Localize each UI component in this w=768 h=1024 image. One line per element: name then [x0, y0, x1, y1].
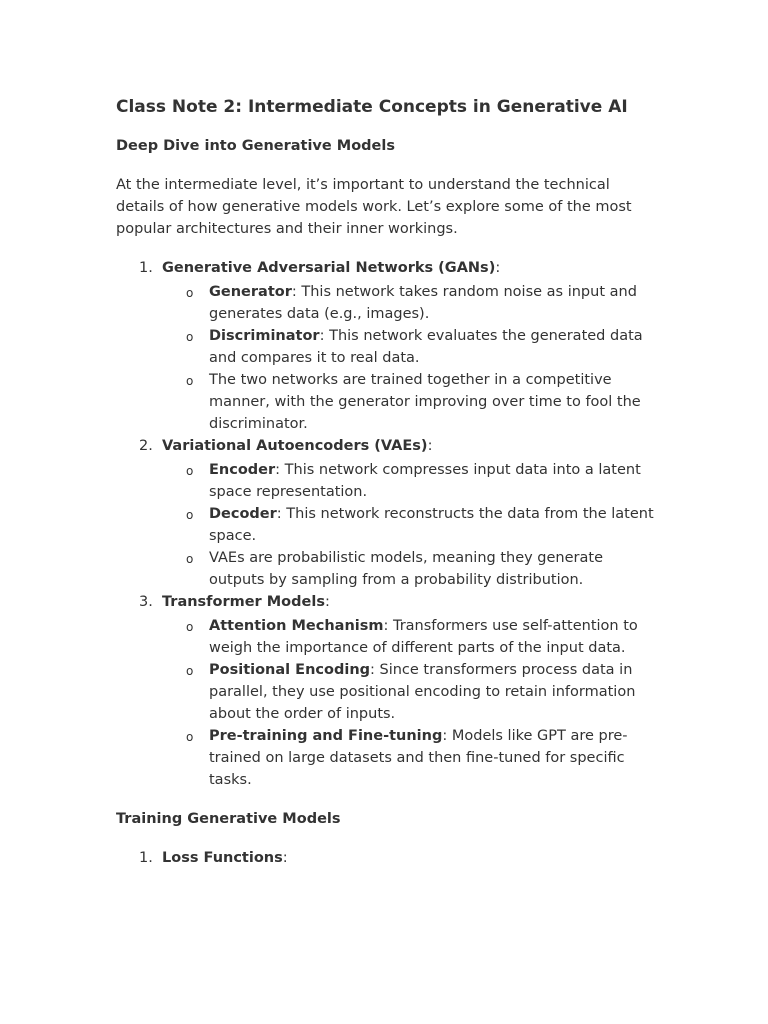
- bullet-icon: o: [186, 286, 194, 300]
- intro-paragraph: At the intermediate level, it’s important to understand the technical details of how generative models work. Let’s explore some of the most popular architectures and their inner workings.: [116, 177, 632, 237]
- bullet-icon: o: [186, 730, 194, 744]
- models-list: [116, 257, 656, 791]
- list-item-transformers: 3. Transformer Models: o Attention Mechanism: Transformers use self-attention to weigh the importance of different parts of the input data. o Positional Encoding: Since transformers process data in parallel, they use positional encoding to retain information about the order of inputs. o Pre-training and Fine-tuning: Models like GPT are pre-trained on large datasets and then fine-tuned for specific tasks.: [116, 591, 656, 791]
- model-title: Generative Adversarial Networks (GANs): [162, 260, 496, 276]
- model-title: Variational Autoencoders (VAEs): [162, 438, 428, 454]
- list-number: 2.: [139, 438, 153, 454]
- list-item: o Generator: This network takes random noise as input and generates data (e.g., images).: [186, 284, 637, 322]
- list-number: 1.: [139, 260, 153, 276]
- bullet-icon: o: [186, 330, 194, 344]
- list-item: o Positional Encoding: Since transformers process data in parallel, they use positional encoding to retain information about the order of inputs.: [186, 662, 636, 722]
- bullet-icon: o: [186, 464, 194, 478]
- list-item-gans: 1. Generative Adversarial Networks (GANs): o Generator: This network takes random noise as input and generates data (e.g., images). o Discriminator: This network evaluates the generated data and compares it to real data. o The two networks are trained together in a competitive manner, with the generator improving over time to fool the discriminator.: [116, 257, 656, 435]
- training-title: Loss Functions: [162, 850, 283, 866]
- bullet-icon: o: [186, 620, 194, 634]
- list-item-vaes: 2. Variational Autoencoders (VAEs): o Encoder: This network compresses input data into a latent space representation. o Decoder: This network reconstructs the data from the latent space. o VAEs are probabilistic models, meaning they generate outputs by sampling from a probability distribution.: [116, 435, 656, 591]
- document-page: [116, 95, 656, 869]
- vaes-sublist: [162, 459, 656, 591]
- section-heading-deep-dive: Deep Dive into Generative Models: [116, 138, 395, 154]
- list-item: o VAEs are probabilistic models, meaning they generate outputs by sampling from a probability distribution.: [186, 550, 603, 588]
- list-item: o The two networks are trained together in a competitive manner, with the generator improving over time to fool the discriminator.: [186, 372, 641, 432]
- list-number: 3.: [139, 594, 153, 610]
- bullet-icon: o: [186, 552, 194, 566]
- bullet-icon: o: [186, 374, 194, 388]
- list-item: o Encoder: This network compresses input data into a latent space representation.: [186, 462, 641, 500]
- gans-sublist: [162, 281, 656, 435]
- bullet-icon: o: [186, 508, 194, 522]
- list-number: 1.: [139, 850, 153, 866]
- list-item: o Decoder: This network reconstructs the data from the latent space.: [186, 506, 654, 544]
- list-item: o Discriminator: This network evaluates the generated data and compares it to real data.: [186, 328, 643, 366]
- bullet-icon: o: [186, 664, 194, 678]
- section-heading-training: Training Generative Models: [116, 811, 341, 827]
- model-title: Transformer Models: [162, 594, 325, 610]
- training-list: [116, 847, 656, 869]
- document-title: Class Note 2: Intermediate Concepts in Generative AI: [116, 97, 628, 117]
- list-item-loss-functions: 1. Loss Functions:: [116, 847, 656, 869]
- transformers-sublist: [162, 615, 656, 791]
- list-item: o Pre-training and Fine-tuning: Models like GPT are pre-trained on large datasets and then fine-tuned for specific tasks.: [186, 728, 628, 788]
- list-item: o Attention Mechanism: Transformers use self-attention to weigh the importance of different parts of the input data.: [186, 618, 638, 656]
